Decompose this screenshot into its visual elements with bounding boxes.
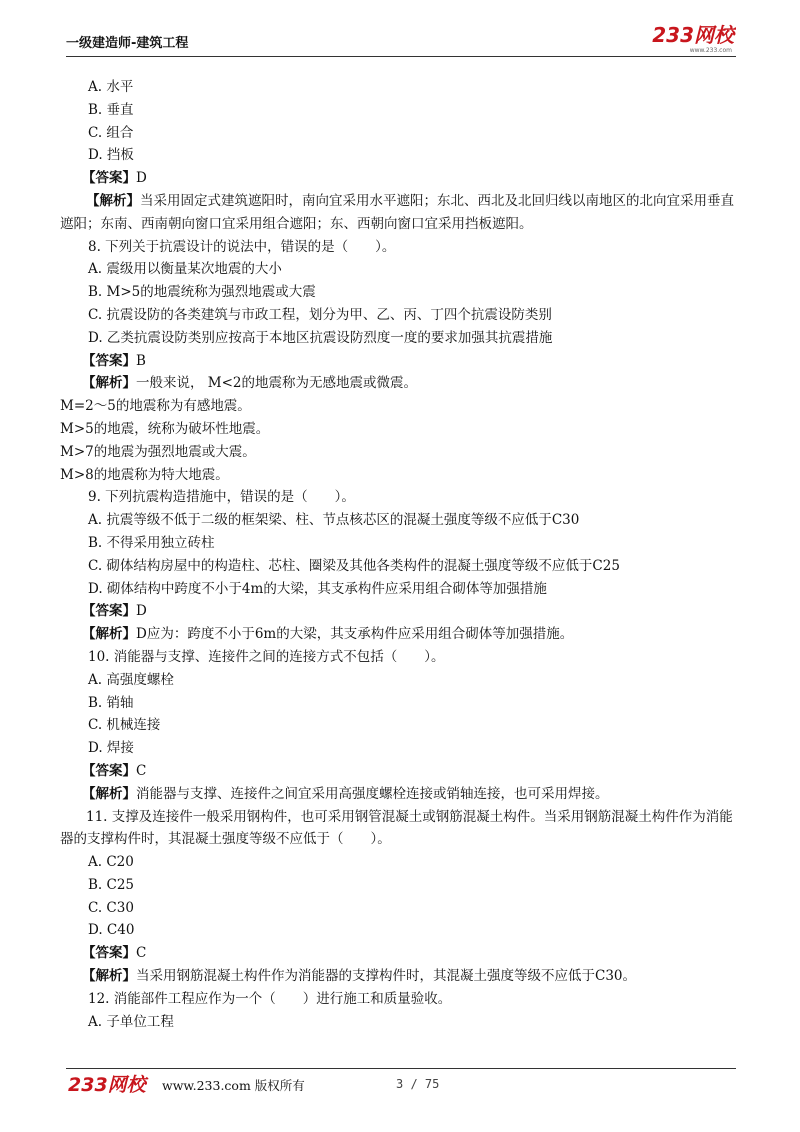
line-text: B (136, 352, 146, 369)
line-text: C. 抗震设防的各类建筑与市政工程，划分为甲、乙、丙、丁四个抗震设防类别 (88, 306, 552, 323)
line-text: M>8的地震称为特大地震。 (60, 466, 229, 483)
text-line (88, 99, 736, 122)
text-line (60, 395, 736, 418)
text-line (88, 737, 736, 760)
header-divider (66, 56, 736, 57)
text-line (88, 144, 736, 167)
line-tag: 【答案】 (82, 945, 136, 962)
text-line (88, 988, 736, 1011)
line-tag: 【解析】 (82, 375, 136, 392)
text-line (60, 441, 736, 464)
text-line (88, 1011, 736, 1034)
text-line (82, 167, 736, 190)
text-line (82, 600, 736, 623)
line-text: 当采用固定式建筑遮阳时，南向宜采用水平遮阳；东北、西北及北回归线以南地区的北向宜采用垂直遮阳；东南、西南朝向窗口宜采用组合遮阳；东、西朝向窗口宜采用挡板遮阳。 (60, 192, 734, 232)
line-text: C (136, 945, 147, 962)
line-text: B. C25 (88, 876, 135, 893)
header-title: 一级建造师-建筑工程 (66, 36, 189, 51)
text-line (88, 281, 736, 304)
line-text: A. 震级用以衡量某次地震的大小 (88, 261, 282, 278)
text-line (88, 897, 736, 920)
footer-divider (66, 1068, 736, 1069)
page-number: 3 / 75 (396, 1077, 440, 1091)
line-text: 消能器与支撑、连接件之间宜采用高强度螺栓连接或销轴连接，也可采用焊接。 (136, 785, 609, 802)
text-line (60, 806, 736, 852)
line-text: C. C30 (88, 899, 134, 916)
line-text: C. 砌体结构房屋中的构造柱、芯柱、圈梁及其他各类构件的混凝土强度等级不应低于C25 (88, 557, 620, 574)
text-line (88, 851, 736, 874)
line-text: 12. 消能部件工程应作为一个（ ）进行施工和质量验收。 (88, 990, 452, 1007)
line-text: B. M>5的地震统称为强烈地震或大震 (88, 284, 316, 301)
text-line (88, 578, 736, 601)
text-line (88, 714, 736, 737)
line-text: D (136, 603, 147, 620)
text-line (88, 646, 736, 669)
text-line (88, 76, 736, 99)
line-text: M=2～5的地震称为有感地震。 (60, 398, 251, 415)
line-text: D. 乙类抗震设防类别应按高于本地区抗震设防烈度一度的要求加强其抗震措施 (88, 329, 553, 346)
line-text: D应为：跨度不小于6m的大梁，其支承构件应采用组合砌体等加强措施。 (136, 626, 574, 643)
line-text: 8. 下列关于抗震设计的说法中，错误的是（ ）。 (88, 238, 396, 255)
line-text: D. 砌体结构中跨度不小于4m的大梁，其支承构件应采用组合砌体等加强措施 (88, 580, 547, 597)
header-logo-sub: www.233.com (689, 47, 732, 54)
line-text: M>7的地震为强烈地震或大震。 (60, 443, 256, 460)
text-line (82, 942, 736, 965)
line-tag: 【解析】 (82, 968, 136, 985)
text-line (82, 965, 736, 988)
line-tag: 【解析】 (82, 785, 136, 802)
line-text: C. 组合 (88, 124, 134, 141)
line-tag: 【答案】 (82, 170, 136, 187)
text-line (82, 350, 736, 373)
line-tag: 【答案】 (82, 352, 136, 369)
line-tag: 【解析】 (82, 626, 136, 643)
text-line (88, 304, 736, 327)
text-line (60, 190, 736, 236)
text-line (88, 919, 736, 942)
line-text: D. C40 (88, 922, 135, 939)
line-text: A. 高强度螺栓 (88, 671, 174, 688)
text-line (88, 509, 736, 532)
line-tag: 【答案】 (82, 762, 136, 779)
line-text: 9. 下列抗震构造措施中，错误的是（ ）。 (88, 489, 355, 506)
line-text: D. 挡板 (88, 147, 134, 164)
text-line (60, 464, 736, 487)
line-text: A. 抗震等级不低于二级的框架梁、柱、节点核芯区的混凝土强度等级不应低于C30 (88, 512, 580, 529)
line-text: M>5的地震，统称为破坏性地震。 (60, 420, 270, 437)
footer-logo-text: 233网校 (68, 1074, 146, 1096)
header-logo-text: 233网校 (652, 23, 734, 47)
text-line (88, 532, 736, 555)
text-line (82, 623, 736, 646)
text-line (82, 783, 736, 806)
line-text: C. 机械连接 (88, 717, 161, 734)
text-line (88, 236, 736, 259)
text-line (82, 760, 736, 783)
line-tag: 【答案】 (82, 603, 136, 620)
line-text: A. 水平 (88, 79, 134, 95)
line-text: A. 子单位工程 (88, 1013, 174, 1030)
line-text: B. 销轴 (88, 694, 134, 711)
text-line (88, 327, 736, 350)
line-text: 11. 支撑及连接件一般采用钢构件，也可采用钢管混凝土或钢筋混凝土构件。当采用钢筋混凝土构件作为消能器的支撑构件时，其混凝土强度等级不应低于（ ）。 (60, 808, 733, 848)
line-text: C (136, 762, 147, 779)
line-text: 一般来说， M<2的地震称为无感地震或微震。 (136, 375, 418, 392)
line-text: D. 焊接 (88, 740, 134, 757)
text-line (88, 258, 736, 281)
text-line (88, 486, 736, 509)
brand-logo (646, 22, 736, 56)
text-line (88, 122, 736, 145)
line-text: 10. 消能器与支撑、连接件之间的连接方式不包括（ ）。 (88, 648, 445, 665)
text-line (82, 372, 736, 395)
footer-brand-logo (66, 1072, 156, 1096)
text-line (88, 874, 736, 897)
page-footer (66, 1072, 736, 1100)
line-text: 当采用钢筋混凝土构件作为消能器的支撑构件时，其混凝土强度等级不应低于C30。 (136, 968, 637, 985)
document-body (60, 76, 736, 1033)
line-text: B. 不得采用独立砖柱 (88, 534, 215, 551)
page-header (66, 22, 736, 58)
text-line (88, 692, 736, 715)
text-line (88, 555, 736, 578)
footer-copyright: www.233.com 版权所有 (162, 1078, 305, 1093)
line-text: D (136, 170, 147, 187)
line-text: B. 垂直 (88, 101, 134, 118)
line-tag: 【解析】 (86, 192, 140, 209)
line-text: A. C20 (88, 854, 134, 871)
text-line (88, 669, 736, 692)
text-line (60, 418, 736, 441)
